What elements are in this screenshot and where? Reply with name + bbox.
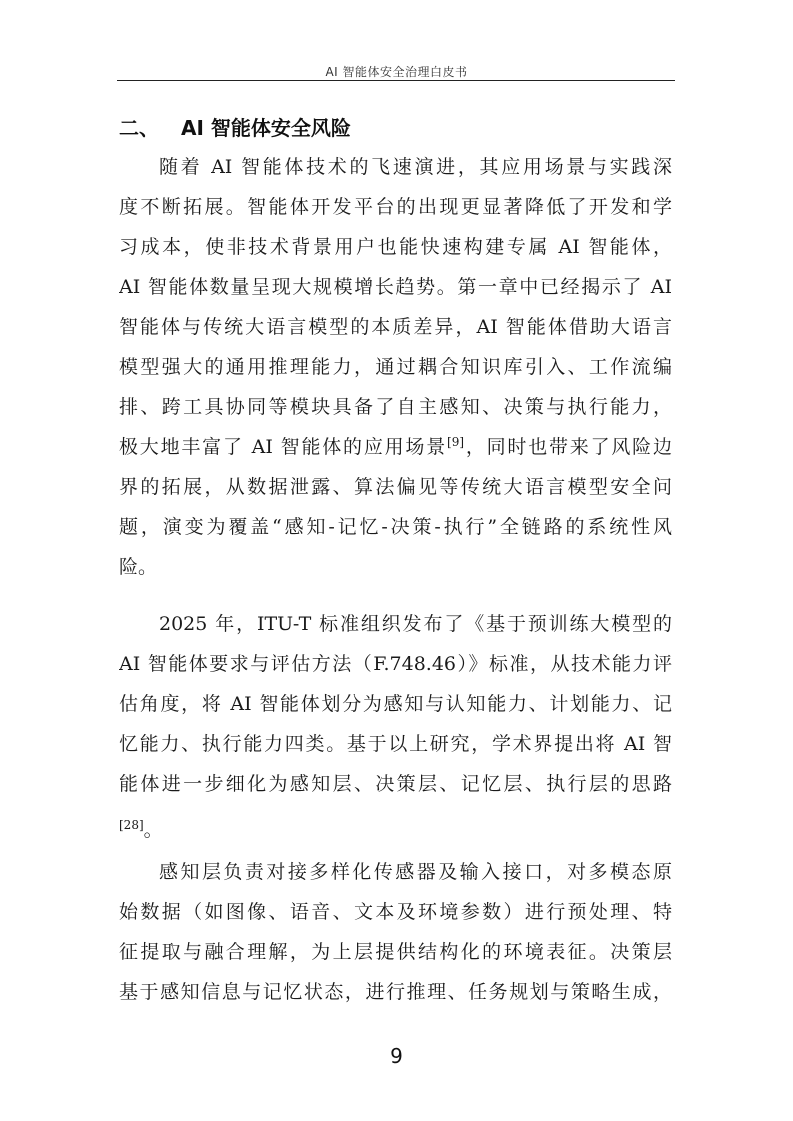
- paragraph-line: 能体进一步细化为感知层、决策层、记忆层、执行层的思路: [119, 773, 672, 795]
- paragraph-line: 忆能力、执行能力四类。基于以上研究，学术界提出将 AI 智: [119, 733, 672, 755]
- section-heading: [119, 112, 351, 141]
- paragraph-line: 估角度，将 AI 智能体划分为感知与认知能力、计划能力、记: [119, 693, 672, 715]
- paragraph-line: 基于感知信息与记忆状态，进行推理、任务规划与策略生成，: [119, 981, 672, 1003]
- paragraph-line: 始数据（如图像、语音、文本及环境参数）进行预处理、特: [119, 901, 672, 923]
- page-number: 9: [390, 1044, 403, 1068]
- line-text: 极大地丰富了 AI 智能体的应用场景: [119, 436, 448, 458]
- running-header: AI 智能体安全治理白皮书: [325, 65, 468, 79]
- paragraph-line: 感知层负责对接多样化传感器及输入接口，对多模态原: [159, 861, 672, 883]
- section-number: 二、: [119, 116, 159, 140]
- paragraph-line: [119, 435, 672, 459]
- paragraph-line: 随着 AI 智能体技术的飞速演进，其应用场景与实践深: [159, 156, 672, 178]
- paragraph-line: 界的拓展，从数据泄露、算法偏见等传统大语言模型安全问: [119, 476, 672, 498]
- paragraph-line: 2025 年，ITU-T 标准组织发布了《基于预训练大模型的: [159, 613, 672, 635]
- paragraph-line: 排、跨工具协同等模块具备了自主感知、决策与执行能力，: [119, 396, 672, 418]
- paragraph-line: AI 智能体数量呈现大规模增长趋势。第一章中已经揭示了 AI: [119, 276, 672, 298]
- section-title: AI 智能体安全风险: [181, 116, 351, 140]
- line-text: ，同时也带来了风险边: [464, 436, 672, 458]
- paragraph-line: 题，演变为覆盖“感知-记忆-决策-执行”全链路的系统性风: [119, 516, 672, 538]
- paragraph-line: [119, 818, 163, 842]
- paragraph-line: AI 智能体要求与评估方法（F.748.46）》标准，从技术能力评: [119, 653, 672, 675]
- citation-marker: [28]: [119, 818, 144, 832]
- citation-marker: [9]: [447, 435, 465, 449]
- paragraph-line: 模型强大的通用推理能力，通过耦合知识库引入、工作流编: [119, 356, 672, 378]
- paragraph-line: 智能体与传统大语言模型的本质差异，AI 智能体借助大语言: [119, 316, 672, 338]
- paragraph-line: 度不断拓展。智能体开发平台的出现更显著降低了开发和学: [119, 196, 672, 218]
- paragraph-line: 习成本，使非技术背景用户也能快速构建专属 AI 智能体，: [119, 236, 672, 258]
- paragraph-line: 征提取与融合理解，为上层提供结构化的环境表征。决策层: [119, 941, 672, 963]
- line-text: 。: [143, 819, 163, 841]
- header-divider: [117, 80, 675, 81]
- paragraph-line: 险。: [119, 556, 158, 578]
